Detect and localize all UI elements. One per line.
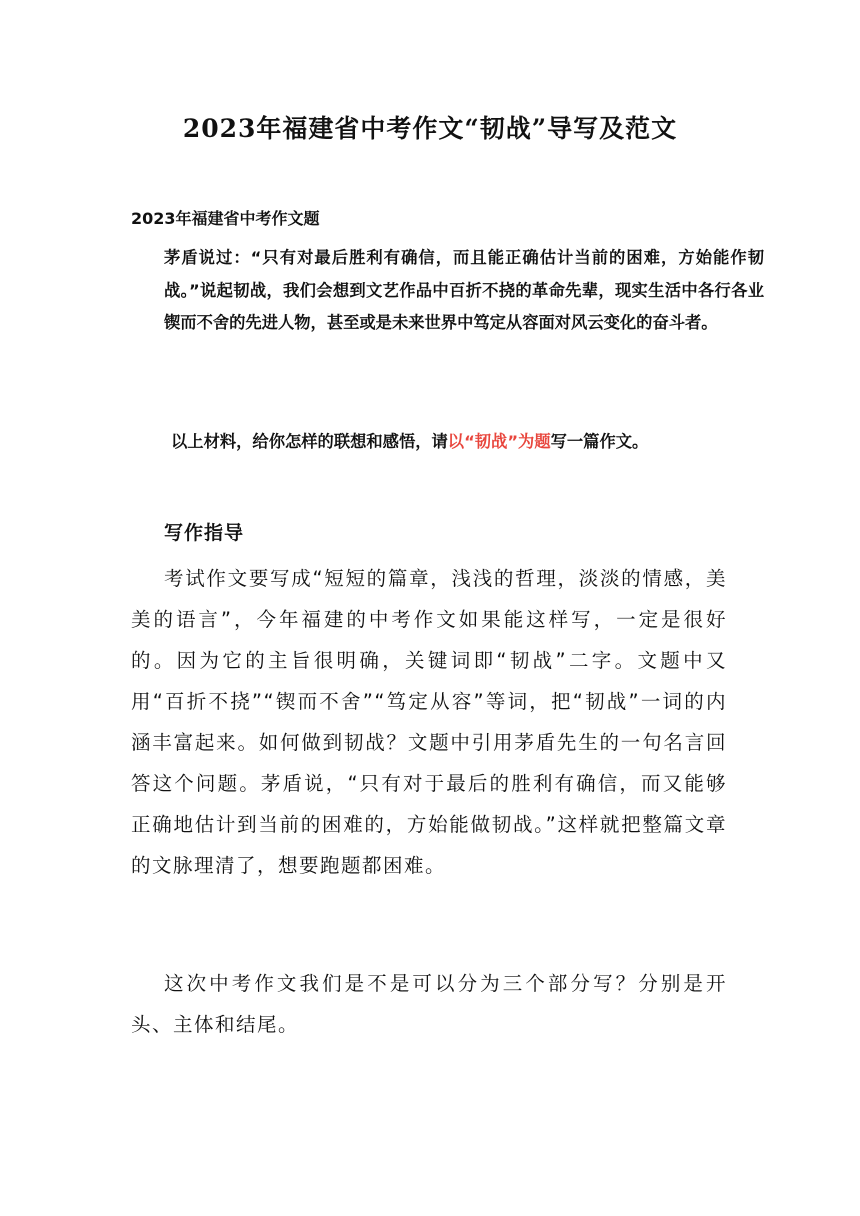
prompt-material-paragraph: [131, 242, 764, 340]
prompt-task-tail: 写一篇作文。: [550, 432, 649, 451]
prompt-task-highlight: 以“韧战”为题: [447, 432, 551, 451]
prompt-heading: 2023年福建省中考作文题: [131, 209, 320, 228]
writing-guide-paragraph-1: 考试作文要写成“短短的篇章，浅浅的哲理，淡淡的情感，美美的语言”，今年福建的中考作文如果能这样写，一定是很好的。因为它的主旨很明确，关键词即“韧战”二字。文题中又用“百折不挠”“锲而不舍”“笃定从容”等词，把“韧战”一词的内涵丰富起来。如何做到韧战？文题中引用茅盾先生的一句名言回答这个问题。茅盾说，“只有对于最后的胜利有确信，而又能够正确地估计到当前的困难的，方始能做韧战。”这样就把整篇文章的文脉理清了，想要跑题都困难。: [131, 567, 727, 877]
prompt-task-lead: 以上材料，给你怎样的联想和感悟，请: [171, 432, 448, 451]
writing-guide-paragraph-2: 这次中考作文我们是不是可以分为三个部分写？分别是开头、主体和结尾。: [131, 972, 727, 1036]
document-title: 2023年福建省中考作文“韧战”导写及范文: [182, 114, 678, 143]
prompt-material-text: 茅盾说过：“只有对最后胜利有确信，而且能正确估计当前的困难，方始能作韧战。”说起韧战，我们会想到文艺作品中百折不挠的革命先辈，现实生活中各行各业锲而不舍的先进人物，甚至或是未来世界中笃定从容面对风云变化的奋斗者。: [164, 248, 764, 332]
writing-guide-heading: 写作指导: [164, 522, 245, 544]
prompt-task-paragraph: [131, 426, 751, 458]
